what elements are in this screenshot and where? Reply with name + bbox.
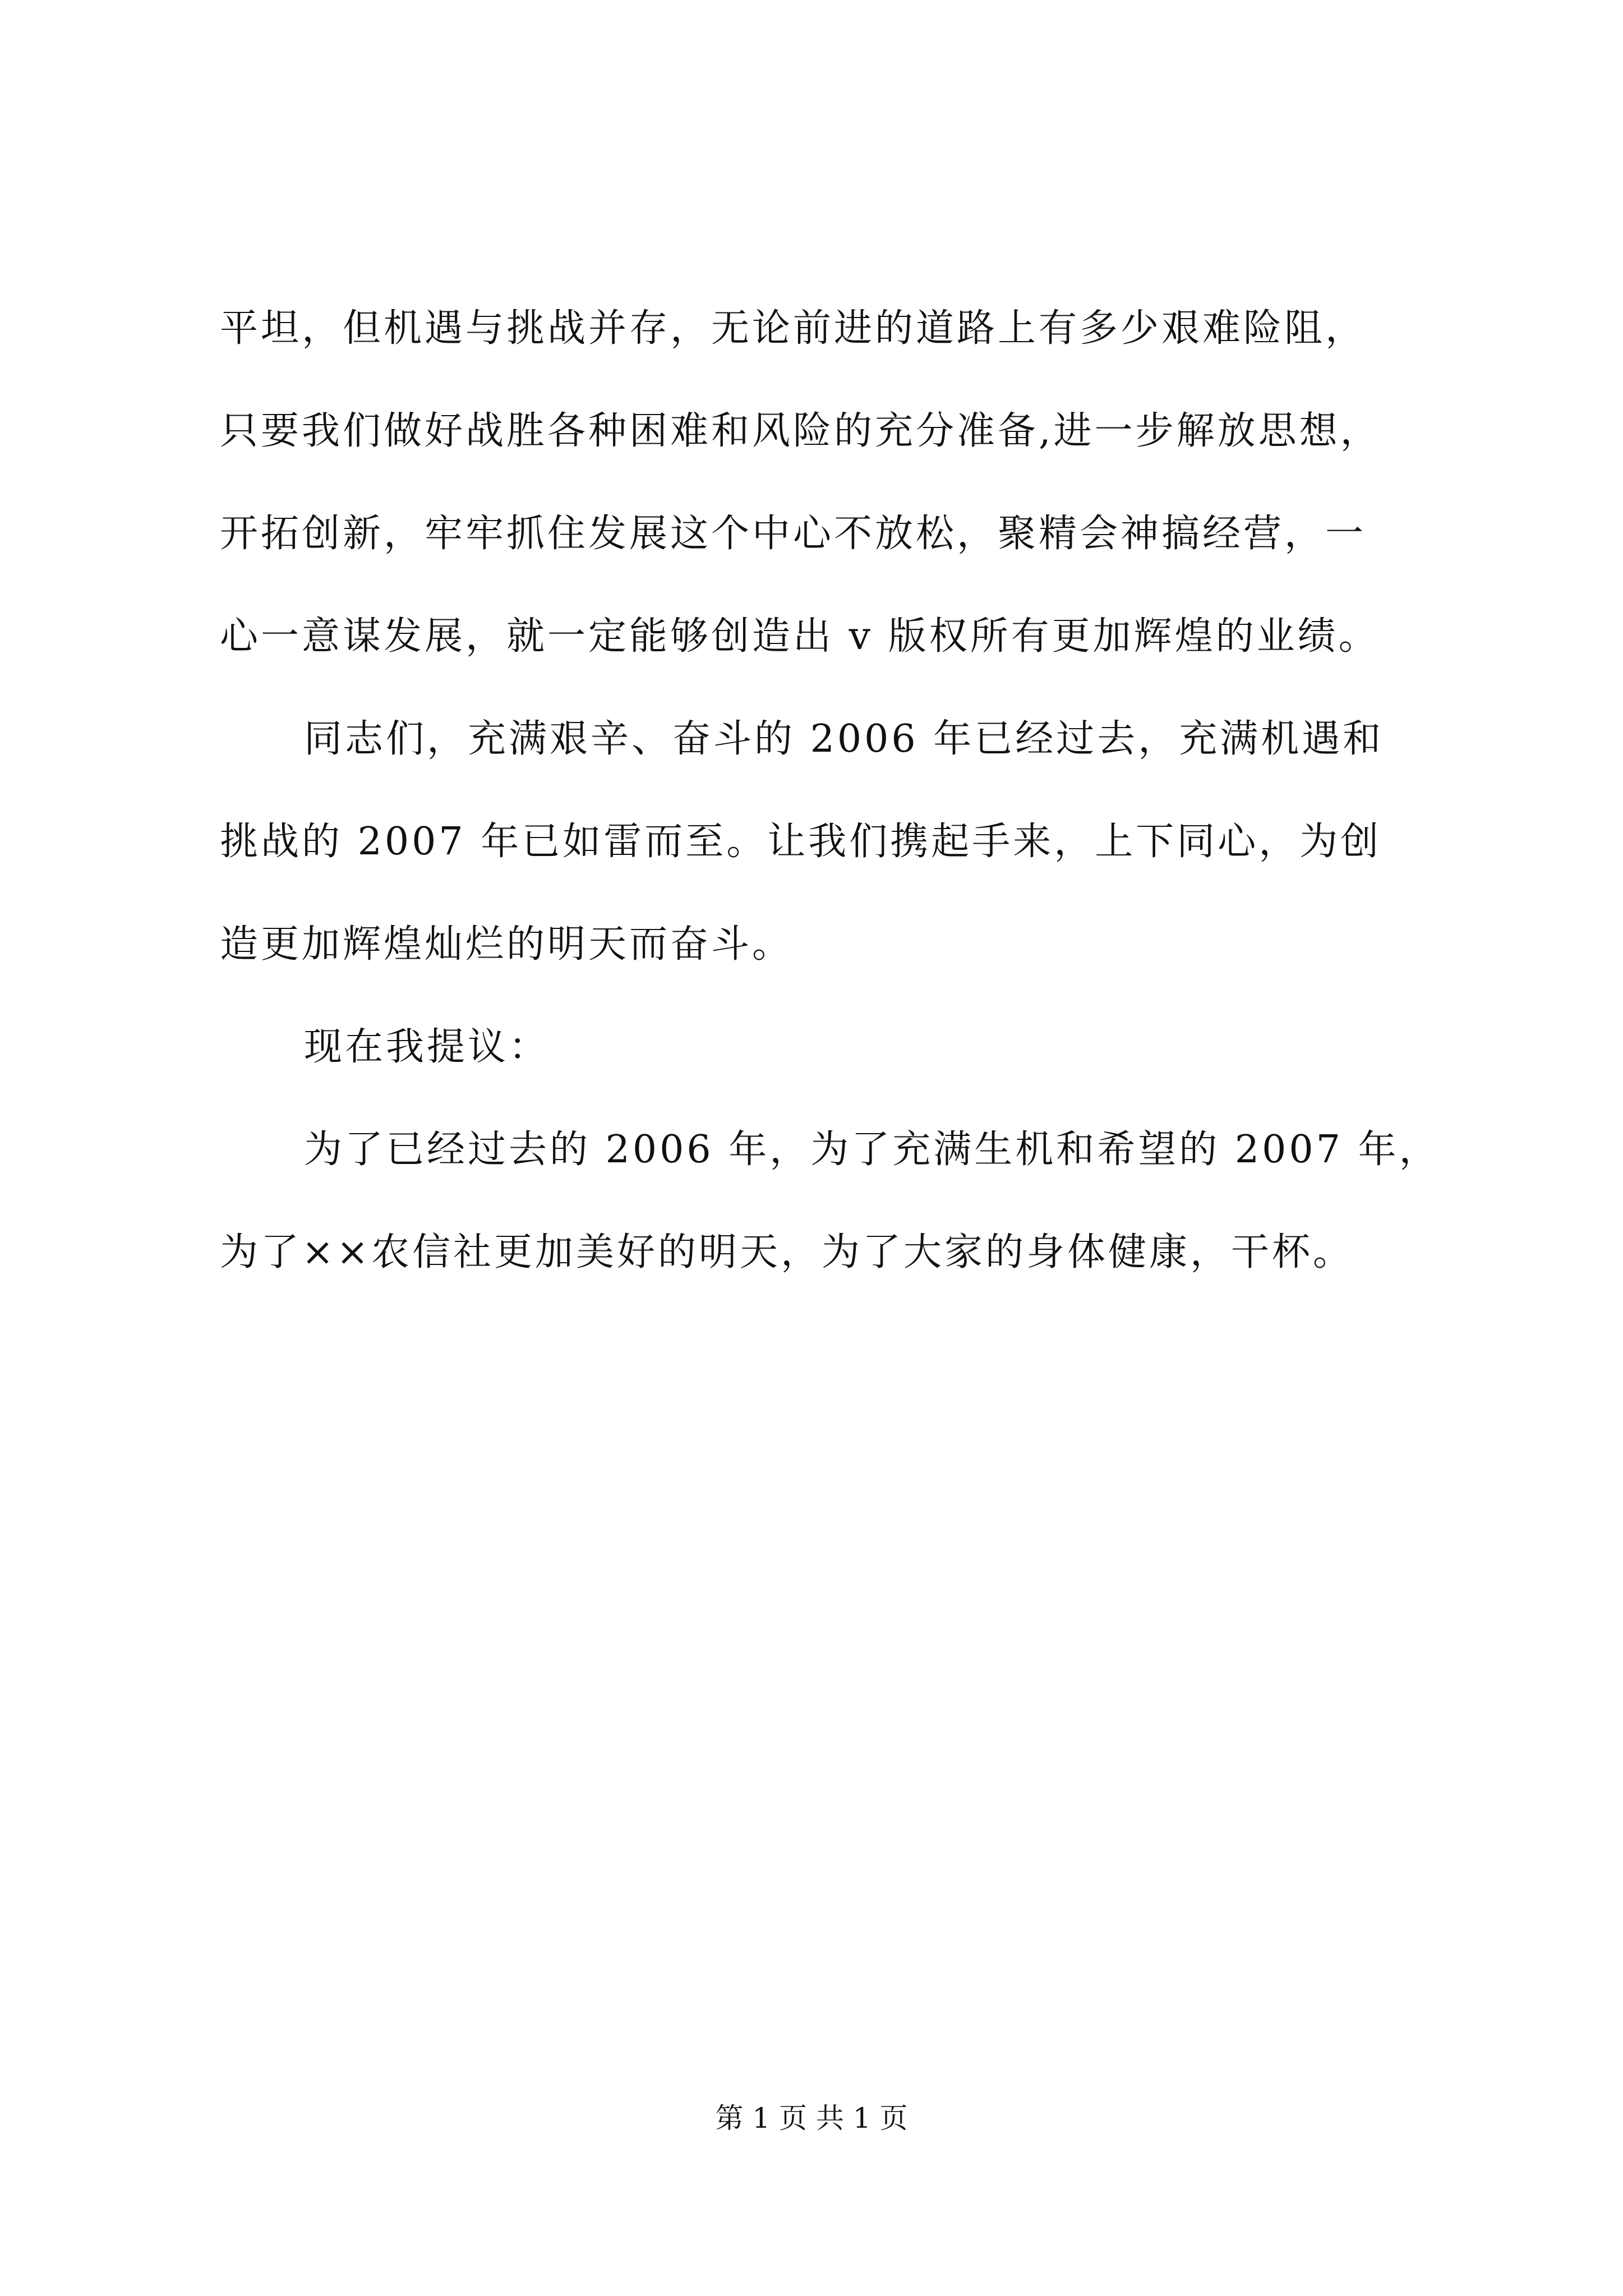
paragraph-2-line-1: 同志们，充满艰辛、奋斗的 2006 年已经过去，充满机遇和 xyxy=(304,717,1384,761)
paragraph-4-line-1: 为了已经过去的 2006 年，为了充满生机和希望的 2007 年， xyxy=(304,1128,1440,1172)
paragraph-2-line-2: 挑战的 2007 年已如雷而至。让我们携起手来，上下同心，为创 xyxy=(220,820,1382,864)
text-line-3: 开拓创新，牢牢抓住发展这个中心不放松，聚精会神搞经营，一 xyxy=(220,512,1367,556)
text-line-4: 心一意谋发展，就一定能够创造出 v 版权所有更加辉煌的业绩。 xyxy=(220,614,1380,659)
paragraph-3-line-1: 现在我提议： xyxy=(304,1025,550,1069)
page-footer: 第 1 页 共 1 页 xyxy=(715,2102,908,2134)
text-line-1: 平坦，但机遇与挑战并存，无论前进的道路上有多少艰难险阻， xyxy=(220,306,1367,351)
paragraph-2-line-3: 造更加辉煌灿烂的明天而奋斗。 xyxy=(220,922,794,967)
text-line-2: 只要我们做好战胜各种困难和风险的充分准备,进一步解放思想， xyxy=(220,409,1381,453)
paragraph-4-line-2: 为了××农信社更加美好的明天，为了大家的身体健康，干杯。 xyxy=(220,1230,1354,1274)
